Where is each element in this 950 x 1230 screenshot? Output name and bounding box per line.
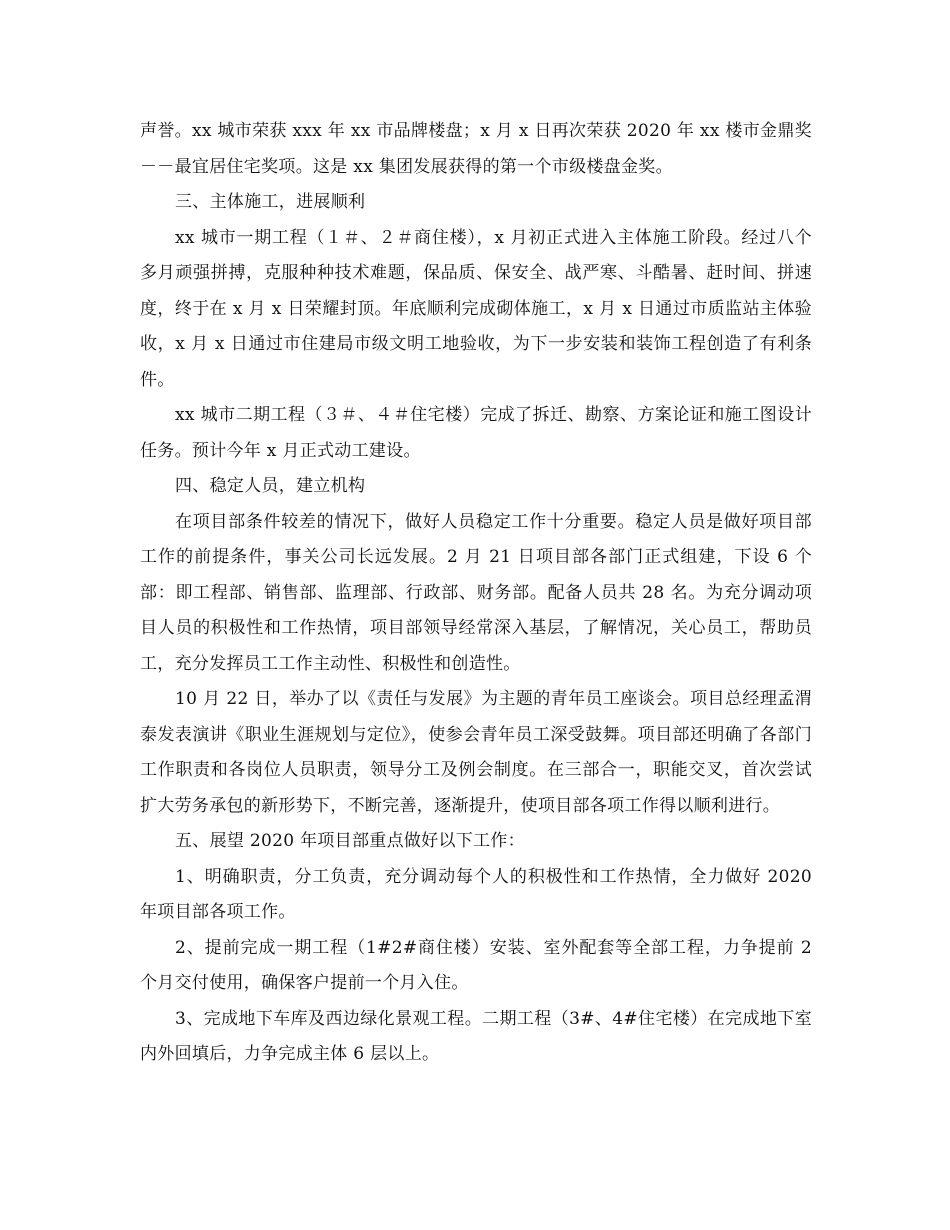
paragraph-phase-1: xx 城市一期工程（１＃、２＃商住楼），x 月初正式进入主体施工阶段。经过八个多月顽强拼搏，克服种种技术难题，保品质、保安全、战严寒、斗酷暑、赶时间、拼速度，终于在 x 月 x 日荣耀封顶。年底顺利完成砌体施工，x 月 x 日通过市质监站主体验收，x 月 x 日通过市住建局市级文明工地验收，为下一步安装和装饰工程创造了有利条件。 bbox=[140, 227, 812, 390]
heading-section-3: 三、主体施工，进展顺利 bbox=[175, 192, 366, 212]
list-item-2: 2、提前完成一期工程（1#2#商住楼）安装、室外配套等全部工程，力争提前 2 个月交付使用，确保客户提前一个月入住。 bbox=[140, 937, 812, 993]
list-item-3: 3、完成地下车库及西边绿化景观工程。二期工程（3#、4#住宅楼）在完成地下室内外回填后，力争完成主体 6 层以上。 bbox=[140, 1008, 812, 1064]
paragraph-honors: 声誉。xx 城市荣获 xxx 年 xx 市品牌楼盘；x 月 x 日再次荣获 2020 年 xx 楼市金鼎奖－－最宜居住宅奖项。这是 xx 集团发展获得的第一个市级楼盘金奖。 bbox=[140, 121, 812, 177]
list-item-1: 1、明确职责，分工负责，充分调动每个人的积极性和工作热情，全力做好 2020 年项目部各项工作。 bbox=[140, 866, 812, 922]
document-body bbox=[140, 114, 812, 1073]
heading-section-4: 四、稳定人员，建立机构 bbox=[175, 476, 366, 496]
paragraph-seminar: 10 月 22 日，举办了以《责任与发展》为主题的青年员工座谈会。项目总经理孟渭泰发表演讲《职业生涯规划与定位》，使参会青年员工深受鼓舞。项目部还明确了各部门工作职责和各岗位人员职责，领导分工及例会制度。在三部合一，职能交叉，首次尝试扩大劳务承包的新形势下，不断完善，逐渐提升，使项目部各项工作得以顺利进行。 bbox=[140, 689, 812, 816]
paragraph-phase-2: xx 城市二期工程（３＃、４＃住宅楼）完成了拆迁、勘察、方案论证和施工图设计任务。预计今年 x 月正式动工建设。 bbox=[140, 405, 812, 461]
heading-section-5: 五、展望 2020 年项目部重点做好以下工作： bbox=[175, 831, 525, 851]
paragraph-staffing: 在项目部条件较差的情况下，做好人员稳定工作十分重要。稳定人员是做好项目部工作的前提条件，事关公司长远发展。2 月 21 日项目部各部门正式组建，下设 6 个部：即工程部、销售部、监理部、行政部、财务部。配备人员共 28 名。为充分调动项目人员的积极性和工作热情，项目部领导经常深入基层，了解情况，关心员工，帮助员工，充分发挥员工工作主动性、积极性和创造性。 bbox=[140, 511, 812, 674]
